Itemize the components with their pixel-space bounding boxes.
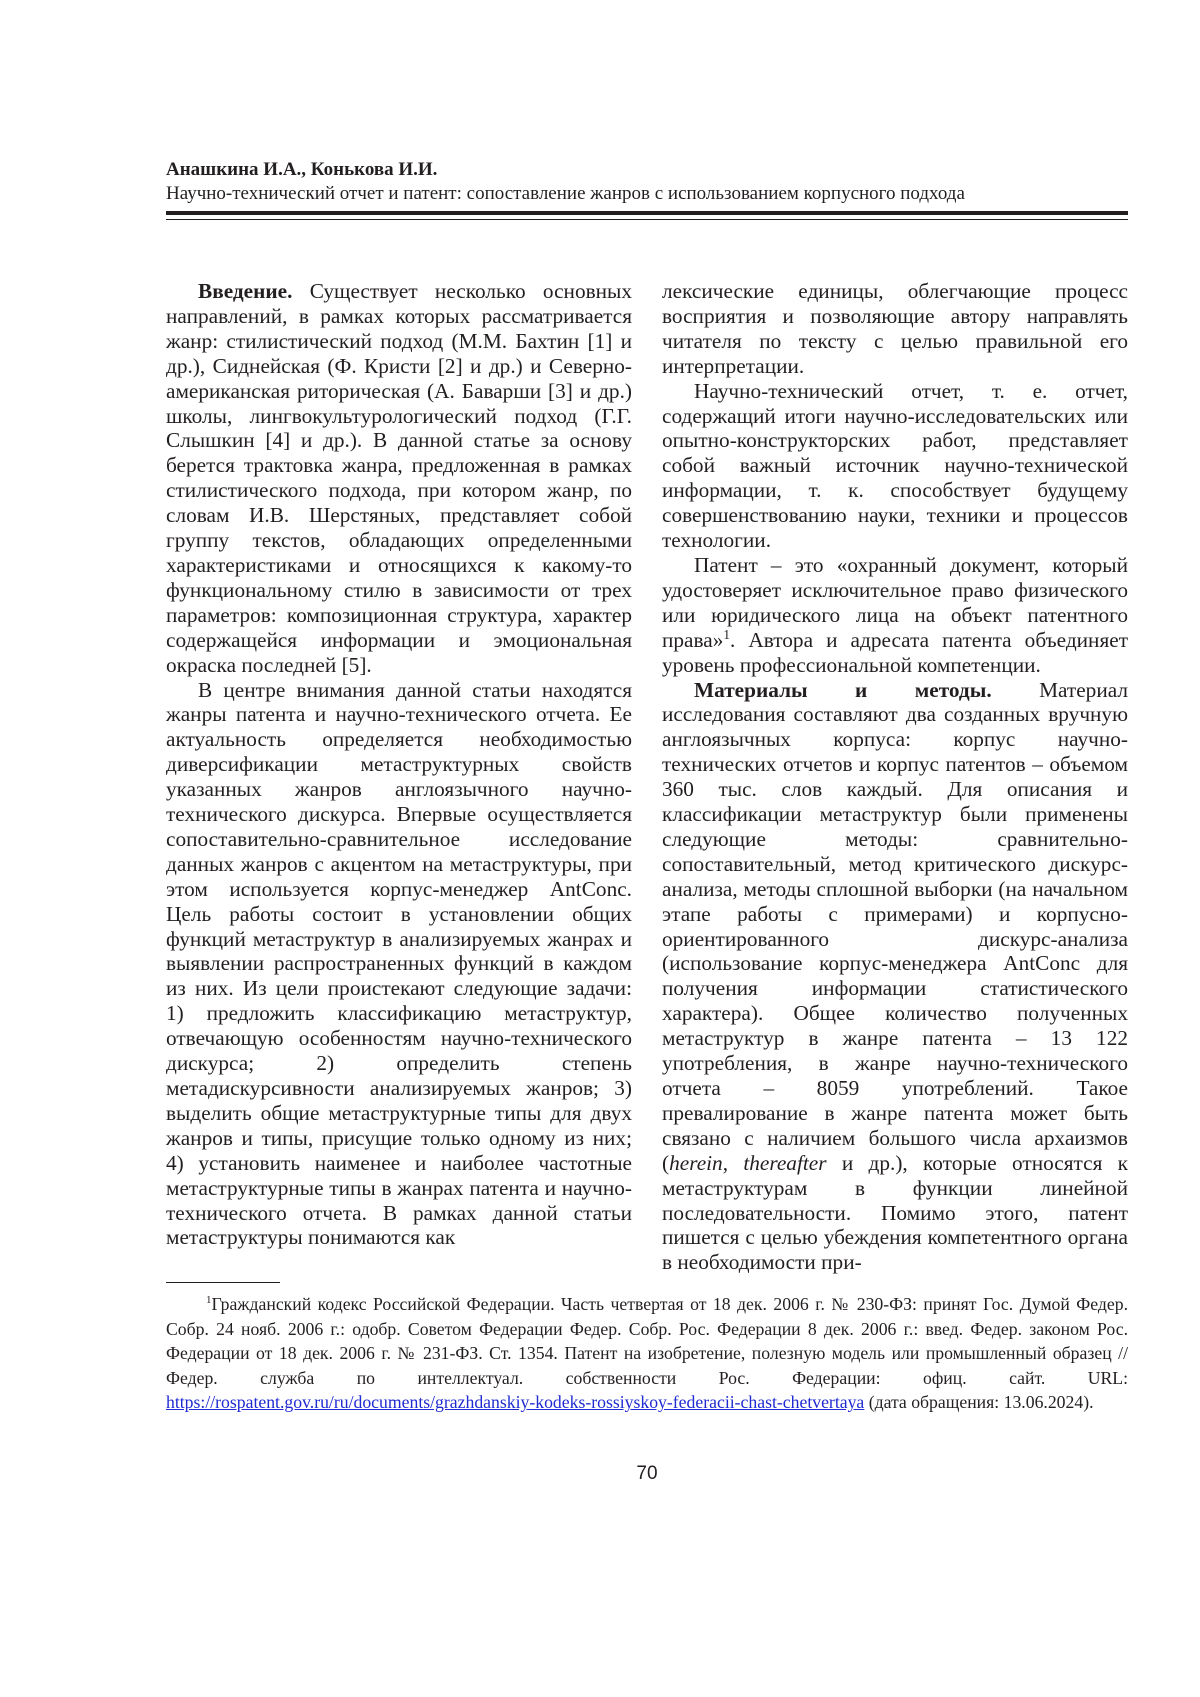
right-column: [662, 279, 1128, 1275]
header-rule-thick: [166, 211, 1128, 215]
methods-separator: ,: [722, 1150, 744, 1175]
footnote-text: Гражданский кодекс Российской Федерации. Часть четвертая от 18 дек. 2006 г. № 230-ФЗ: принят Гос. Думой Федер. Собр. 24 нояб. 2006 г.: одобр. Советом Федерации Федер. Собр. Рос. Федерации 8 дек. 2006 г.: введ. Федер. законом Рос. Федерации от 18 дек. 2006 г. № 231-ФЗ. Ст. 1354. Патент на изобретение, полезную модель или промышленный образец // Федер. служба по интеллектуал. собственности Рос. Федерации: офиц. сайт. URL:: [166, 1294, 1128, 1388]
methods-heading: Материалы и методы.: [694, 677, 992, 702]
running-head: [166, 158, 1128, 206]
methods-italic-thereafter: thereafter: [743, 1150, 827, 1175]
page-number: 70: [636, 1463, 658, 1484]
methods-text-2: и др.), которые относятся к метаструктурам в функции линейной последовательности. Помимо этого, патент пишется с целью убеждения компетентного органа в необходимости при-: [662, 1150, 1128, 1275]
footnote-separator: [166, 1282, 280, 1283]
intro-heading: Введение.: [198, 279, 293, 303]
methods-text-1: Материал исследования составляют два созданных вручную англоязычных корпуса: корпус научно-технических отчетов и корпус патентов – объемом 360 тыс. слов каждый. Для описания и классификации метаструктур были применены следующие методы: сравнительно-сопоставительный, метод критического дискурс-анализа, методы сплошной выборки (на начальном этапе работы с примерами) и корпусно-ориентированного дискурс-анализа (использование корпус-менеджера AntConc для получения информации статистического характера). Общее количество полученных метаструктур в жанре патента – 13 122 употребления, в жанре научно-технического отчета – 8059 употреблений. Такое превалирование в жанре патента может быть связано с наличием большого числа архаизмов (: [662, 677, 1128, 1175]
methods-paragraph: [662, 678, 1128, 1276]
footnote-reference[interactable]: 1: [723, 626, 730, 642]
left-column: [166, 279, 632, 1250]
intro-paragraph: [166, 279, 632, 678]
report-paragraph: Научно-технический отчет, т. е. отчет, содержащий итоги научно-исследовательских или опытно-конструкторских работ, представляет собой важный источник научно-технической информации, т. к. способствует будущему совершенствованию науки, техники и процессов технологии.: [662, 378, 1128, 553]
header-article-title: Научно-технический отчет и патент: сопоставление жанров с использованием корпусного подхода: [166, 183, 965, 204]
footnote: [166, 1292, 1128, 1415]
intro-text: Существует несколько основных направлений, в рамках которых рассматривается жанр: стилистический подход (М.М. Бахтин [1] и др.), Сиднейская (Ф. Кристи [2] и др.) и Северно-американская риторическая (А. Баварши [3] и др.) школы, лингвокультурологический подход (Г.Г. Слышкин [4] и др.). В данной статье за основу берется трактовка жанра, предложенная в рамках стилистического подхода, при котором жанр, по словам И.В. Шерстяных, представляет собой группу текстов, обладающих определенными характеристиками и относящихся к какому-то функциональному стилю в зависимости от трех параметров: композиционная структура, характер содержащейся информации и эмоциональная окраска последней [5].: [166, 279, 633, 677]
patent-text-1: Патент – это «охранный документ, который удостоверяет исключительное право физического или юридического лица на объект патентного права»: [662, 552, 1128, 652]
patent-text-2: . Автора и адресата патента объединяет уровень профессиональной компетенции.: [662, 627, 1128, 677]
footnote-access-date: (дата обращения: 13.06.2024).: [864, 1392, 1094, 1413]
patent-paragraph: [662, 553, 1128, 678]
footnote-mark: 1: [206, 1294, 212, 1307]
header-authors: Анашкина И.А., Конькова И.И.: [166, 159, 438, 180]
header-rule-thin: [166, 219, 1128, 220]
continuation-paragraph: лексические единицы, облегчающие процесс восприятия и позволяющие автору направлять читателя по тексту с целью правильной его интерпретации.: [662, 279, 1128, 378]
methods-italic-herein: herein: [669, 1150, 723, 1175]
footnote-link[interactable]: https://rospatent.gov.ru/ru/documents/grazhdanskiy-kodeks-rossiyskoy-federacii-chast-chetvertaya: [166, 1392, 865, 1413]
focus-paragraph: В центре внимания данной статьи находятся жанры патента и научно-технического отчета. Ее актуальность определяется необходимостью диверсификации метаструктурных свойств указанных жанров англоязычного научно-технического дискурса. Впервые осуществляется сопоставительно-сравнительное исследование данных жанров с акцентом на метаструктуры, при этом используется корпус-менеджер AntConc. Цель работы состоит в установлении общих функций метаструктур в анализируемых жанрах и выявлении распространенных функций в каждом из них. Из цели проистекают следующие задачи: 1) предложить классификацию метаструктур, отвечающую особенностям научно-технического дискурса; 2) определить степень метадискурсивности анализируемых жанров; 3) выделить общие метаструктурные типы для двух жанров и типы, присущие только одному из них; 4) установить наименее и наиболее частотные метаструктурные типы в жанрах патента и научно-технического отчета. В рамках данной статьи метаструктуры понимаются как: [166, 677, 632, 1250]
